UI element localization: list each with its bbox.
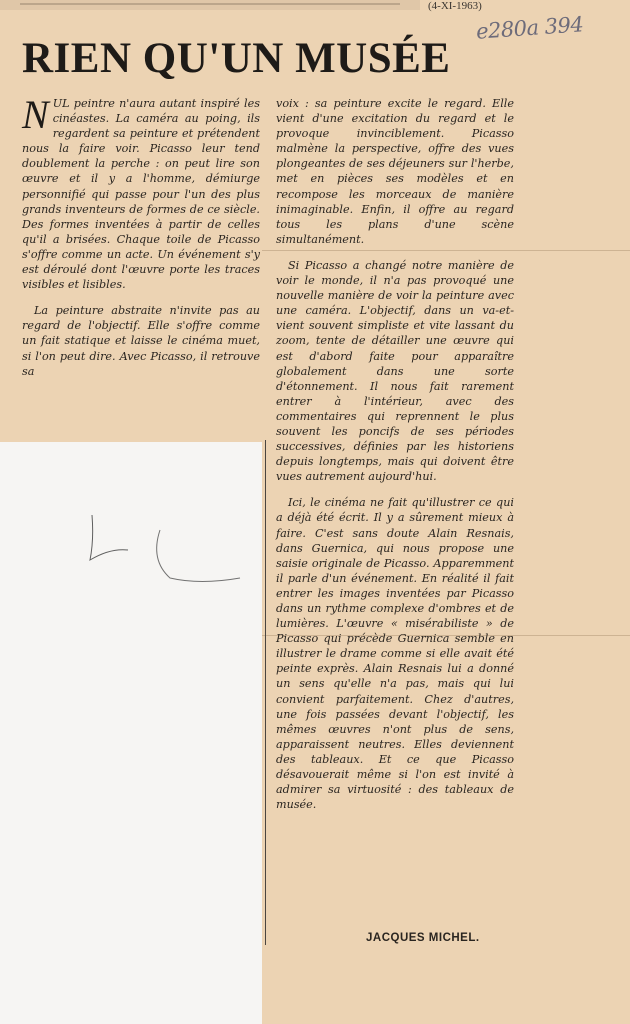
article-column-left [22,92,260,379]
paragraph-2-end: voix : sa peinture excite le regard. Elle vient d'une excitation du regard et le provoque invinciblement. Picasso malmène la perspective, offre des vues plongeantes de ses déjeuners sur l'herbe, met en pièces ses modèles et en recompose les morceaux de manière inimaginable. Enfin, il offre au regard tous les plans d'une scène simultanément. [276,97,514,246]
article-headline: RIEN QU'UN MUSÉE [22,35,451,82]
scan-background [0,442,262,1024]
paragraph-4: Ici, le cinéma ne fait qu'illustrer ce qui a déjà été écrit. Il y a sûrement mieux à faire. C'est sans doute Alain Resnais, dans Guernica, qui nous propose une saisie originale de Picasso. Apparemment il parle d'un événement. En réalité il fait entrer les images inventées par Picasso dans un rythme complexe d'ombres et de lumières. L'œuvre « misérabiliste » de Picasso qui précède Guernica semble en illustrer le drame comme si elle avait été peinte exprès. Alain Resnais lui a donné un sens qu'elle n'a pas, mais qui lui convient parfaitement. Chez d'autres, une fois passées devant l'objectif, les mêmes œuvres n'ont plus de sens, apparaissent neutres. Elles deviennent des tableaux. Et ce que Picasso désavouerait même si l'on est invité à admirer sa virtuosité : des tableaux de musée. [276,496,514,812]
publication-date: (4-XI-1963) [428,0,482,12]
author-signature: JACQUES MICHEL. [366,932,480,944]
drop-cap: N [22,92,49,137]
paragraph-1 [22,92,260,292]
handwritten-archive-ref: e280a 394 [475,12,585,44]
column-rule [265,440,266,945]
paragraph-3: Si Picasso a changé notre manière de voir le monde, il n'a pas provoqué une nouvelle manière de voir la peinture avec une caméra. L'objectif, dans un va-et-vient souvent simpliste et vite lassant du zoom, tente de détailler une œuvre qui est d'abord faite pour apparaître globalement dans une sorte d'étonnement. Il nous fait rarement entrer à l'intérieur, avec des commentaires qui reprennent le plus souvent les poncifs de ses périodes successives, définies par les historiens depuis longtemps, mais qui doivent être vues autrement aujourd'hui. [276,258,514,484]
paragraph-1-text: UL peintre n'aura autant inspiré les cinéastes. La caméra au poing, ils regardent sa peinture et prétendent nous la faire voir. Picasso leur tend doublement la perche : on peut lire son œuvre et il y a l'homme, démiurge personnifié qui passe pour l'un des plus grands inventeurs de formes de ce siècle. Des formes inventées à partir de celles qu'il a brisées. Chaque toile de Picasso s'offre comme un acte. Un événement s'y est déroulé dont l'œuvre porte les traces visibles et lisibles. [22,97,260,292]
article-column-right [276,96,514,812]
paragraph-2-start: La peinture abstraite n'invite pas au regard de l'objectif. Elle s'offre comme un fait statique et laisse le cinéma muet, si l'on peut dire. Avec Picasso, il retrouve sa [22,304,260,378]
